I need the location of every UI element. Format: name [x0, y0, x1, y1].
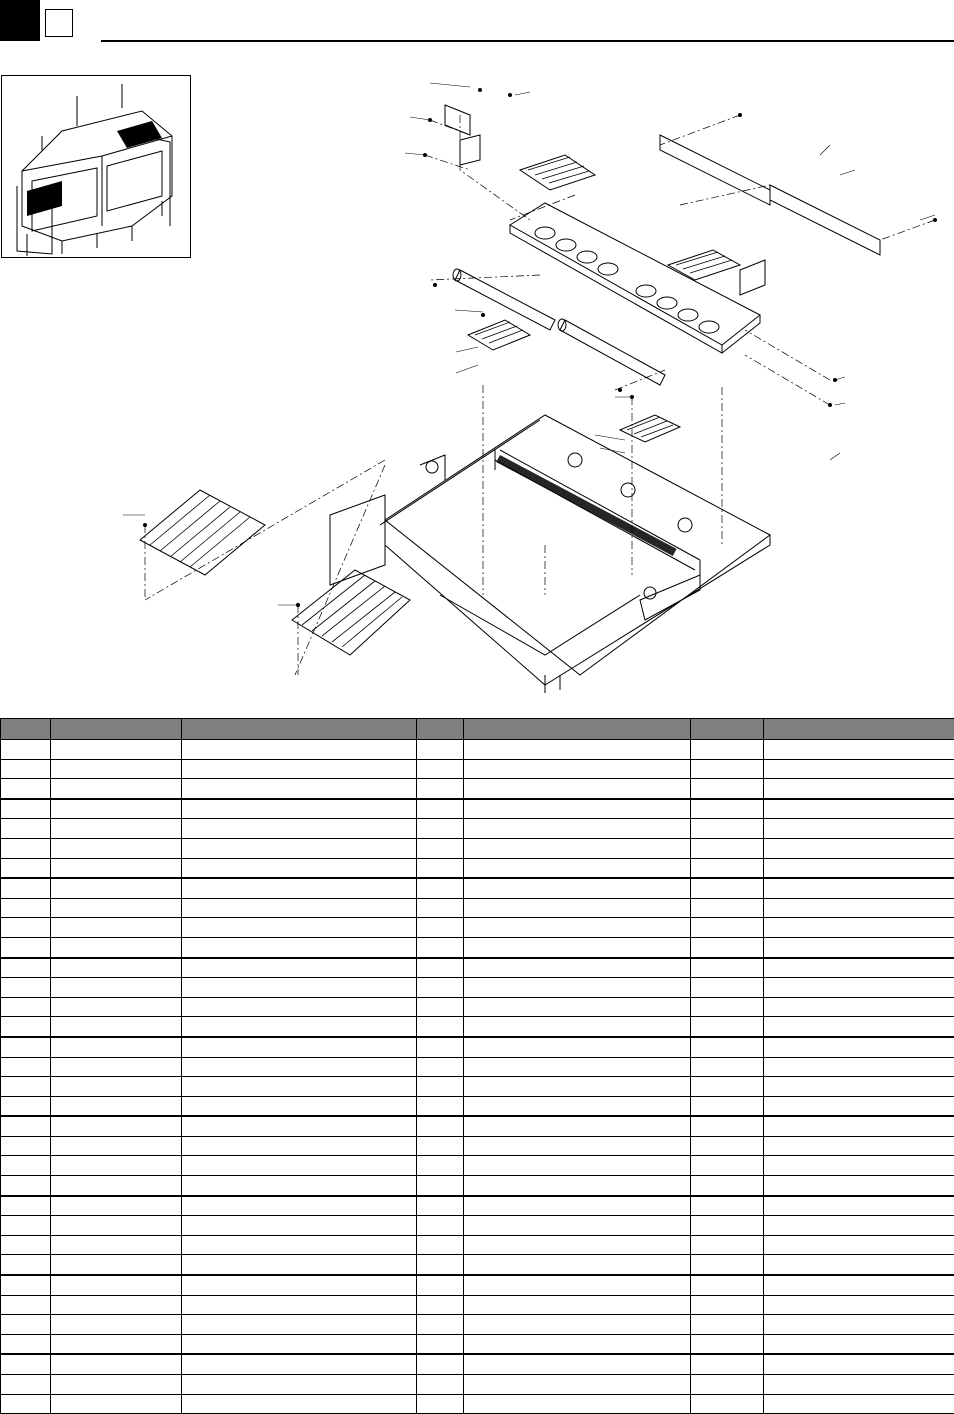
table-row — [1, 1196, 954, 1216]
table-cell — [691, 997, 764, 1017]
table-cell — [51, 1196, 182, 1216]
table-cell — [764, 1136, 954, 1156]
table-row — [1, 1176, 954, 1196]
table-cell — [464, 898, 691, 918]
table-cell — [764, 1176, 954, 1196]
table-cell — [691, 740, 764, 760]
table-row — [1, 740, 954, 760]
table-cell — [51, 1375, 182, 1395]
table-cell — [417, 1354, 464, 1374]
table-cell — [691, 1216, 764, 1236]
table-cell — [691, 1275, 764, 1295]
table-cell — [1, 1196, 51, 1216]
table-cell — [182, 918, 417, 938]
table-cell — [691, 1295, 764, 1315]
table-cell — [51, 799, 182, 819]
table-cell — [182, 740, 417, 760]
table-cell — [182, 799, 417, 819]
column-header — [764, 719, 954, 740]
table-row — [1, 1275, 954, 1295]
table-cell — [691, 799, 764, 819]
table-row — [1, 1216, 954, 1236]
table-cell — [417, 1057, 464, 1077]
table-cell — [417, 1295, 464, 1315]
table-cell — [51, 1136, 182, 1156]
table-cell — [464, 740, 691, 760]
table-cell — [691, 1176, 764, 1196]
table-cell — [182, 819, 417, 839]
table-cell — [764, 1037, 954, 1057]
table-cell — [464, 1354, 691, 1374]
table-cell — [1, 1216, 51, 1236]
table-cell — [691, 838, 764, 858]
table-cell — [1, 958, 51, 978]
table-cell — [764, 1196, 954, 1216]
table-cell — [417, 918, 464, 938]
table-cell — [417, 819, 464, 839]
table-cell — [464, 1334, 691, 1354]
table-cell — [417, 838, 464, 858]
table-cell — [182, 759, 417, 779]
table-cell — [51, 1037, 182, 1057]
table-cell — [764, 740, 954, 760]
table-cell — [417, 997, 464, 1017]
table-cell — [764, 978, 954, 998]
table-cell — [1, 1334, 51, 1354]
table-cell — [764, 1315, 954, 1335]
table-row — [1, 779, 954, 799]
table-cell — [51, 1176, 182, 1196]
table-cell — [417, 1196, 464, 1216]
table-cell — [691, 1255, 764, 1275]
table-cell — [51, 819, 182, 839]
table-cell — [464, 1077, 691, 1097]
table-cell — [464, 958, 691, 978]
table-cell — [691, 878, 764, 898]
table-cell — [464, 759, 691, 779]
table-cell — [417, 1394, 464, 1414]
table-cell — [764, 878, 954, 898]
table-cell — [1, 918, 51, 938]
table-cell — [182, 1057, 417, 1077]
table-cell — [464, 1196, 691, 1216]
table-cell — [417, 1176, 464, 1196]
table-cell — [691, 937, 764, 957]
table-cell — [764, 918, 954, 938]
table-cell — [464, 937, 691, 957]
table-cell — [51, 997, 182, 1017]
table-cell — [764, 1354, 954, 1374]
table-cell — [1, 1156, 51, 1176]
table-row — [1, 898, 954, 918]
table-cell — [691, 1315, 764, 1335]
table-cell — [691, 1394, 764, 1414]
table-cell — [764, 838, 954, 858]
table-cell — [182, 1375, 417, 1395]
table-cell — [764, 1077, 954, 1097]
table-row — [1, 1116, 954, 1136]
table-cell — [1, 937, 51, 957]
table-cell — [417, 1255, 464, 1275]
table-cell — [182, 1295, 417, 1315]
table-cell — [51, 740, 182, 760]
table-cell — [182, 898, 417, 918]
table-cell — [182, 878, 417, 898]
table-cell — [464, 1017, 691, 1037]
table-cell — [417, 759, 464, 779]
table-cell — [417, 858, 464, 878]
table-cell — [464, 1057, 691, 1077]
table-cell — [764, 937, 954, 957]
table-cell — [691, 759, 764, 779]
table-cell — [764, 898, 954, 918]
table-cell — [464, 799, 691, 819]
table-cell — [691, 1017, 764, 1037]
table-cell — [464, 1096, 691, 1116]
table-cell — [1, 858, 51, 878]
table-cell — [464, 1116, 691, 1136]
table-row — [1, 918, 954, 938]
column-header — [691, 719, 764, 740]
table-cell — [464, 1235, 691, 1255]
table-cell — [1, 1057, 51, 1077]
table-row — [1, 1156, 954, 1176]
table-cell — [764, 1235, 954, 1255]
table-cell — [417, 1017, 464, 1037]
table-cell — [182, 1354, 417, 1374]
table-cell — [691, 858, 764, 878]
table-cell — [417, 1077, 464, 1097]
table-row — [1, 997, 954, 1017]
table-cell — [182, 1096, 417, 1116]
table-cell — [51, 937, 182, 957]
table-row — [1, 1315, 954, 1335]
table-cell — [1, 819, 51, 839]
table-cell — [691, 1196, 764, 1216]
table-row — [1, 1037, 954, 1057]
table-cell — [691, 779, 764, 799]
table-cell — [1, 1176, 51, 1196]
table-cell — [51, 1077, 182, 1097]
table-cell — [182, 1235, 417, 1255]
table-cell — [182, 937, 417, 957]
table-row — [1, 958, 954, 978]
table-cell — [1, 1116, 51, 1136]
table-cell — [764, 1275, 954, 1295]
table-cell — [464, 858, 691, 878]
table-cell — [51, 838, 182, 858]
table-cell — [464, 1136, 691, 1156]
table-row — [1, 1375, 954, 1395]
table-cell — [764, 779, 954, 799]
table-cell — [182, 1037, 417, 1057]
table-row — [1, 1096, 954, 1116]
column-header — [51, 719, 182, 740]
table-cell — [51, 898, 182, 918]
column-header — [464, 719, 691, 740]
table-cell — [417, 1136, 464, 1156]
table-cell — [182, 1275, 417, 1295]
table-cell — [691, 1156, 764, 1176]
table-cell — [464, 779, 691, 799]
table-cell — [51, 1334, 182, 1354]
table-row — [1, 819, 954, 839]
table-cell — [182, 1116, 417, 1136]
column-header — [417, 719, 464, 740]
table-cell — [51, 878, 182, 898]
table-cell — [764, 958, 954, 978]
table-cell — [691, 819, 764, 839]
table-cell — [764, 1295, 954, 1315]
table-cell — [1, 878, 51, 898]
column-header — [182, 719, 417, 740]
table-cell — [1, 1275, 51, 1295]
table-cell — [51, 779, 182, 799]
section-number-box — [45, 9, 73, 37]
table-cell — [51, 958, 182, 978]
table-cell — [417, 1375, 464, 1395]
table-cell — [464, 1255, 691, 1275]
table-cell — [182, 978, 417, 998]
table-cell — [1, 898, 51, 918]
table-cell — [51, 1394, 182, 1414]
table-cell — [182, 1136, 417, 1156]
table-cell — [1, 740, 51, 760]
table-cell — [182, 838, 417, 858]
table-cell — [691, 898, 764, 918]
table-cell — [51, 1315, 182, 1335]
table-row — [1, 1057, 954, 1077]
table-cell — [417, 1156, 464, 1176]
carrier-plate — [510, 203, 760, 353]
table-cell — [464, 1315, 691, 1335]
table-cell — [764, 1116, 954, 1136]
table-cell — [1, 1255, 51, 1275]
table-cell — [51, 1216, 182, 1236]
table-cell — [51, 1096, 182, 1116]
table-cell — [417, 1096, 464, 1116]
table-cell — [51, 1116, 182, 1136]
table-cell — [691, 1334, 764, 1354]
table-cell — [1, 1017, 51, 1037]
table-cell — [464, 1037, 691, 1057]
table-header-row — [1, 719, 954, 740]
table-cell — [464, 1275, 691, 1295]
table-row — [1, 759, 954, 779]
table-cell — [1, 779, 51, 799]
table-cell — [182, 1216, 417, 1236]
table-cell — [1, 1077, 51, 1097]
exploded-parts-diagram — [0, 75, 954, 695]
table-cell — [764, 1334, 954, 1354]
column-header — [1, 719, 51, 740]
table-cell — [182, 1394, 417, 1414]
table-cell — [764, 1057, 954, 1077]
table-cell — [182, 858, 417, 878]
table-cell — [182, 997, 417, 1017]
table-cell — [1, 1354, 51, 1374]
table-cell — [464, 1375, 691, 1395]
table-cell — [691, 978, 764, 998]
table-cell — [464, 819, 691, 839]
table-cell — [764, 1216, 954, 1236]
table-cell — [1, 1295, 51, 1315]
table-cell — [691, 1116, 764, 1136]
table-cell — [51, 978, 182, 998]
section-tab-block — [0, 0, 40, 41]
table-cell — [417, 799, 464, 819]
table-cell — [764, 759, 954, 779]
table-cell — [182, 1156, 417, 1176]
table-cell — [182, 1176, 417, 1196]
table-cell — [182, 958, 417, 978]
table-cell — [691, 958, 764, 978]
table-cell — [417, 898, 464, 918]
table-cell — [464, 838, 691, 858]
table-cell — [417, 958, 464, 978]
table-cell — [691, 918, 764, 938]
table-cell — [1, 978, 51, 998]
table-cell — [417, 978, 464, 998]
table-cell — [182, 1077, 417, 1097]
table-cell — [764, 799, 954, 819]
table-cell — [51, 1017, 182, 1037]
base-frame — [330, 415, 770, 693]
table-cell — [417, 1275, 464, 1295]
table-cell — [691, 1235, 764, 1255]
table-cell — [464, 978, 691, 998]
table-row — [1, 978, 954, 998]
table-row — [1, 1334, 954, 1354]
table-cell — [764, 1156, 954, 1176]
table-cell — [417, 1116, 464, 1136]
table-cell — [464, 1216, 691, 1236]
table-cell — [464, 918, 691, 938]
table-cell — [417, 1037, 464, 1057]
table-cell — [182, 1017, 417, 1037]
table-cell — [691, 1096, 764, 1116]
table-cell — [51, 1255, 182, 1275]
table-cell — [1, 1315, 51, 1335]
table-row — [1, 1255, 954, 1275]
table-cell — [691, 1057, 764, 1077]
table-cell — [764, 1017, 954, 1037]
table-cell — [51, 1235, 182, 1255]
table-cell — [464, 1295, 691, 1315]
table-cell — [691, 1037, 764, 1057]
table-cell — [51, 1295, 182, 1315]
table-cell — [182, 1334, 417, 1354]
table-cell — [417, 937, 464, 957]
table-cell — [51, 858, 182, 878]
table-row — [1, 1235, 954, 1255]
table-cell — [51, 1156, 182, 1176]
table-cell — [464, 1176, 691, 1196]
header-rule — [101, 40, 954, 42]
table-cell — [464, 878, 691, 898]
table-cell — [1, 759, 51, 779]
table-cell — [417, 779, 464, 799]
table-cell — [1, 1375, 51, 1395]
table-cell — [764, 997, 954, 1017]
table-cell — [51, 759, 182, 779]
table-cell — [1, 997, 51, 1017]
table-cell — [1, 1096, 51, 1116]
table-row — [1, 1394, 954, 1414]
table-cell — [464, 997, 691, 1017]
table-cell — [691, 1375, 764, 1395]
table-cell — [182, 1255, 417, 1275]
table-cell — [417, 740, 464, 760]
table-cell — [691, 1354, 764, 1374]
table-row — [1, 838, 954, 858]
table-cell — [1, 1037, 51, 1057]
table-cell — [1, 799, 51, 819]
table-row — [1, 799, 954, 819]
table-cell — [182, 1196, 417, 1216]
table-cell — [1, 1235, 51, 1255]
table-row — [1, 937, 954, 957]
table-cell — [464, 1156, 691, 1176]
table-cell — [417, 878, 464, 898]
table-row — [1, 1354, 954, 1374]
table-cell — [182, 779, 417, 799]
table-cell — [1, 838, 51, 858]
table-cell — [1, 1136, 51, 1156]
table-cell — [764, 819, 954, 839]
exploded-view-drawing — [0, 75, 954, 695]
table-row — [1, 1077, 954, 1097]
table-row — [1, 1295, 954, 1315]
table-cell — [51, 1354, 182, 1374]
table-cell — [764, 858, 954, 878]
table-cell — [1, 1394, 51, 1414]
table-cell — [764, 1096, 954, 1116]
table-cell — [691, 1136, 764, 1156]
table-row — [1, 1136, 954, 1156]
table-cell — [764, 1255, 954, 1275]
table-cell — [51, 1275, 182, 1295]
table-cell — [764, 1375, 954, 1395]
table-cell — [51, 1057, 182, 1077]
table-cell — [417, 1315, 464, 1335]
table-cell — [417, 1216, 464, 1236]
table-cell — [417, 1235, 464, 1255]
table-row — [1, 1017, 954, 1037]
table-cell — [691, 1077, 764, 1097]
table-cell — [51, 918, 182, 938]
table-cell — [464, 1394, 691, 1414]
table-row — [1, 878, 954, 898]
table-cell — [417, 1334, 464, 1354]
table-cell — [764, 1394, 954, 1414]
table-row — [1, 858, 954, 878]
parts-list-table — [0, 718, 954, 1414]
table-cell — [182, 1315, 417, 1335]
